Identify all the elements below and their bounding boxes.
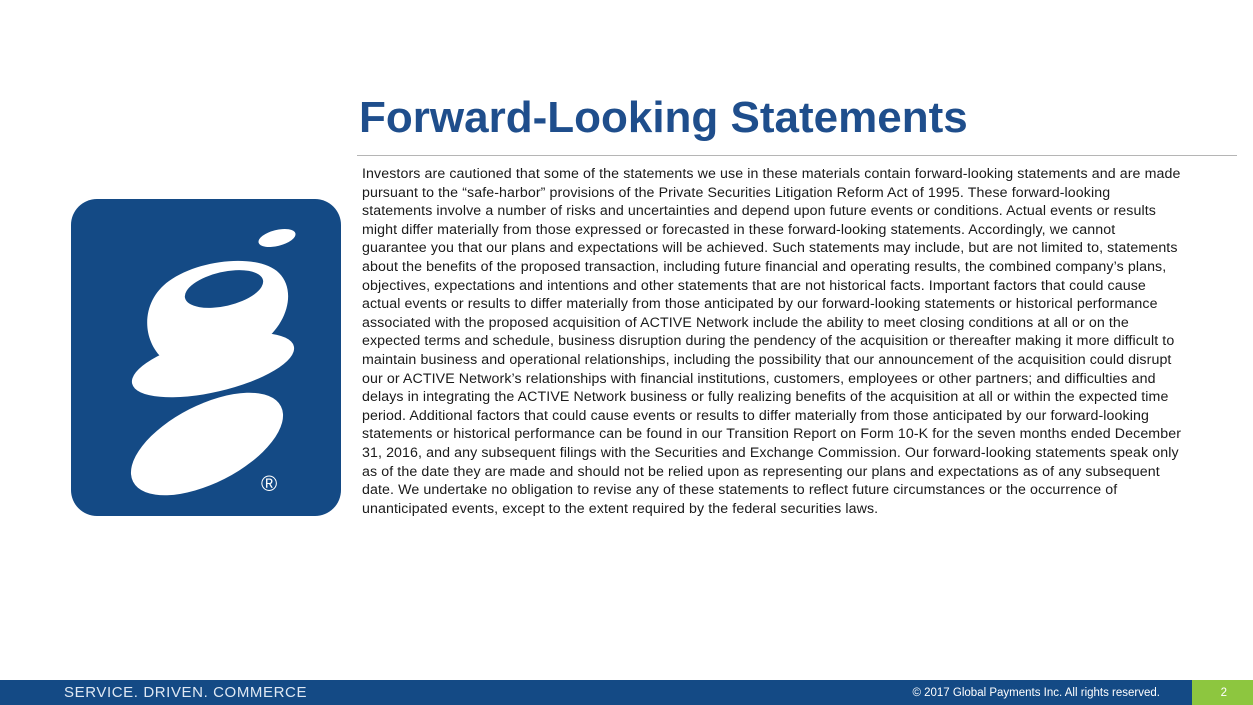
title-divider — [357, 155, 1237, 156]
page-number: 2 — [1220, 687, 1227, 699]
copyright-text: © 2017 Global Payments Inc. All rights reserved. — [912, 687, 1160, 699]
footer-tagline: SERVICE. DRIVEN. COMMERCE — [64, 684, 308, 701]
disclaimer-paragraph: Investors are cautioned that some of the statements we use in these materials contain forward-looking statements and are made pursuant to the “safe-harbor” provisions of the Private Securities Litigation Reform Act of 1995. These forward-looking statements involve a number of risks and uncertainties and depend upon future events or conditions. Actual events or results might differ materially from those expressed or forecasted in these forward-looking statements. Accordingly, we cannot guarantee you that our plans and expectations will be achieved. Such statements may include, but are not limited to, statements about the benefits of the proposed transaction, including future financial and operating results, the combined company’s plans, objectives, expectations and intentions and other statements that are not historical facts. Important factors that could cause actual events or results to differ materially from those anticipated by our forward-looking statements or historical performance associated with the proposed acquisition of ACTIVE Network include the ability to meet closing conditions at all or on the expected terms and schedule, business disruption during the pendency of the acquisition or thereafter making it more difficult to maintain business and operational relationships, including the possibility that our announcement of the acquisition could disrupt our or ACTIVE Network’s relationships with financial institutions, customers, employees or other partners; and difficulties and delays in integrating the ACTIVE Network business or fully realizing benefits of the acquisition at all or within the expected time period. Additional factors that could cause events or results to differ materially from those anticipated by our forward-looking statements or historical performance can be found in our Transition Report on Form 10-K for the seven months ended December 31, 2016, and any subsequent filings with the Securities and Exchange Commission. Our forward-looking statements speak only as of the date they are made and should not be relied upon as representing our plans and expectations as of any subsequent date. We undertake no obligation to revise any of these statements to reflect future circumstances or the occurrence of unanticipated events, except to the extent required by the federal securities laws. — [362, 166, 1182, 517]
global-payments-logo-icon — [71, 199, 341, 516]
registered-mark: ® — [261, 471, 278, 496]
slide-title: Forward-Looking Statements — [359, 93, 968, 142]
